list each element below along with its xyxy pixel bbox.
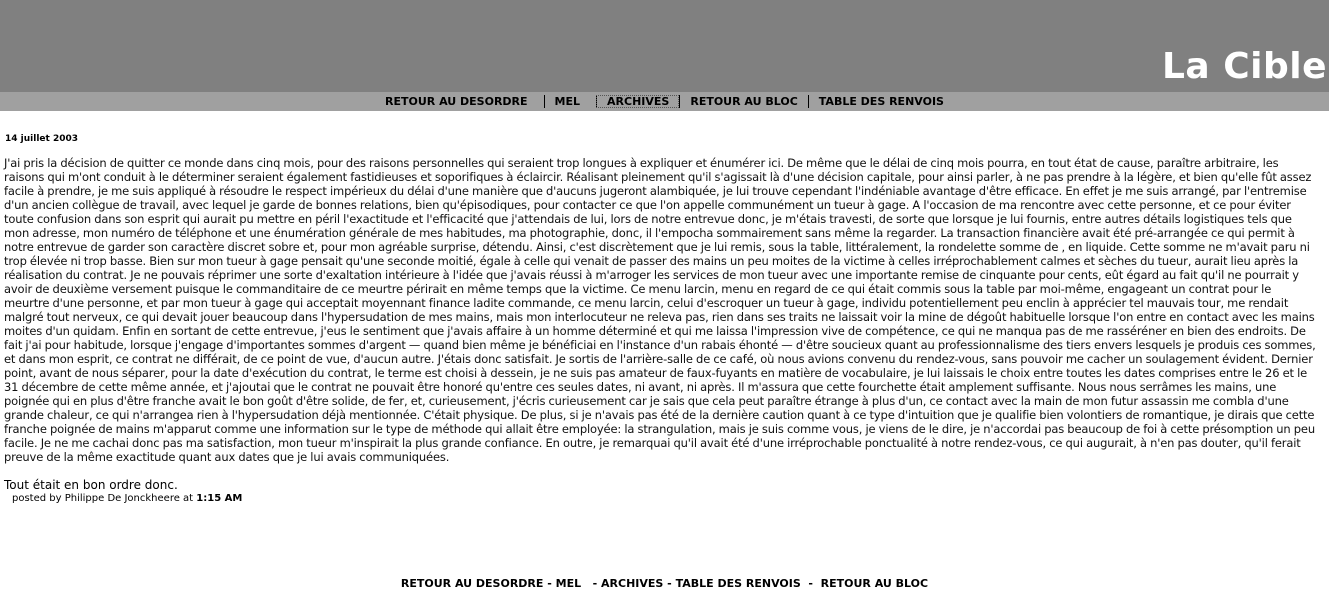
post-time[interactable]: 1:15 AM xyxy=(196,493,243,504)
footer-separator: - xyxy=(543,577,556,590)
post-body: J'ai pris la décision de quitter ce monde dans cinq mois, pour des raisons personnelles qui seraient trop longues à expliquer et énumérer ici. De même que le délai de cinq mois pourra, en tout état de cause, paraître arbitraire, les raisons qui m'ont conduit à le déterminer seraient également fastidieuses et soporifiques à éclaircir. Réalisant pleinement qu'il s'agissait là d'une décision capitale, pour ainsi parler, à ne pas prendre à la légère, et bien qu'elle fût assez facile à prendre, je me suis appliqué à résoudre le respect impérieux du délai d'une manière que d'aucuns jugeront alambiquée, je lui trouve cependant l'indéniable avantage d'être efficace. En effet je me suis arrangé, par l'entremise d'un ancien collègue de travail, avec lequel je garde de bonnes relations, bien qu'épisodiques, pour contacter ce que l'on appelle communément un tueur à gage. A l'occasion de ma rencontre avec cette personne, et ce pour éviter toute confusion dans son esprit qui aurait pu mettre en péril l'exactitude et l'efficacité que j'attendais de lui, lors de notre entrevue donc, je m'étais travesti, de sorte que lorsque je lui fournis, entre autres détails logistiques tels que mon adresse, mon numéro de téléphone et une énumération générale de mes habitudes, ma photographie, donc, il l'empocha sommairement sans même la regarder. La transaction financière avait été pré-arrangée ce qui permit à notre entrevue de garder son caractère discret sobre et, pour mon agréable surprise, détendu. Ainsi, c'est discrètement que je lui remis, sous la table, littéralement, la rondelette somme de , en liquide. Cette somme ne m'avait paru ni trop élevée ni trop basse. Bien sur mon tueur à gage pensait qu'une seconde moitié, égale à celle qui venait de passer des mains un peu moites de la victime à celles irréprochablement calmes et sèches du tueur, aurait lieu après la réalisation du contrat. Je ne pouvais réprimer une sorte d'exaltation intérieure à l'idée que j'avais réussi à m'arroger les services de mon tueur avec une importante remise de cinquante pour cents, eût égard au fait qu'il ne pourrait y avoir de deuxième versement puisque le commanditaire de ce meurtre périrait en même temps que la victime. Ce menu larcin, menu en regard de ce qui était commis sous la table par moi-même, engageant un contrat pour le meurtre d'une personne, et par mon tueur à gage qui acceptait moyennant finance ladite commande, ce menu larcin, celui d'escroquer un tueur à gage, individu potentiellement peu enclin à apprécier tel mauvais tour, me rendait malgré tout nerveux, ce qui devait jouer beaucoup dans l'hypersudation de mes mains, mais mon interlocuteur ne releva pas, rien dans ses traits ne laissait voir la mine de dégoût habituelle lorsque l'on entre en contact avec les mains moites d'un quidam. Enfin en sortant de cette entrevue, j'eus le sentiment que j'avais affaire à un homme déterminé et qui me laissa l'impression vive de compétence, ce qui ne manqua pas de me rasséréner en bien des endroits. De fait j'ai pour habitude, lorsque j'engage d'importantes sommes d'argent — quand bien même je bénéficiai en l'instance d'un rabais éhonté — d'être soucieux quant au professionnalisme des tiers envers lesquels je produis ces sommes, et dans mon esprit, ce contrat ne différait, de ce point de vue, d'aucun autre. J'étais donc satisfait. Je sortis de l'arrière-salle de ce café, où nous avions convenu du rendez-vous, sans pouvoir me cacher un soulagement évident. Dernier point, avant de nous séparer, pour la date d'exécution du contrat, le terme est choisi à dessein, je ne suis pas amateur de faux-fuyants en matière de vocabulaire, je lui laissais le choix entre toutes les dates comprises entre le 26 et le 31 décembre de cette même année, et j'ajoutai que le contrat ne pouvait être honoré qu'entre ces seules dates, ni avant, ni après. Il m'assura que cette fourchette était amplement suffisante. Nous nous serrâmes les mains, une poignée qui en plus d'être franche avait le bon goût d'être solide, de fer, et, curieusement, j'écris curieusement car je sais que cela peut paraître étrange à plus d'un, ce contact avec la main de mon futur assassin me combla d'une grande chaleur, ce qui n'arrangea rien à l'hypersudation déjà mentionnée. C'était physique. De plus, si je n'avais pas été de la dernière caution quant à ce type d'intuition que je qualifie bien volontiers de romantique, je dirais que cette franche poignée de mains m'apparut comme une information sur le type de méthode qui allait être employée: la strangulation, mais je suis comme vous, je viens de le dire, je n'accordai pas beaucoup de foi à cette présomption un peu facile. Je ne me cachai donc pas ma satisfaction, mon tueur m'inspirait la plus grande confiance. En outre, je remarquai qu'il avait été d'une irréprochable ponctualité à notre rendez-vous, ce qui augurait, à n'en pas douter, qu'il ferait preuve de la même exactitude quant aux dates que je lui avais communiquées. xyxy=(4,156,1316,464)
post-date: 14 juillet 2003 xyxy=(5,134,78,144)
post-byline xyxy=(12,493,1325,504)
footer-separator: - xyxy=(800,577,821,590)
footer-retour-au-desordre[interactable]: RETOUR AU DESORDRE xyxy=(400,577,544,590)
footer-separator: - xyxy=(581,577,602,590)
footer-archives[interactable]: ARCHIVES xyxy=(601,577,664,590)
nav-retour-au-bloc[interactable]: RETOUR AU BLOC xyxy=(679,95,807,108)
post xyxy=(0,134,1329,504)
footer-table-des-renvois[interactable]: TABLE DES RENVOIS xyxy=(675,577,801,590)
footer-retour-au-bloc[interactable]: RETOUR AU BLOC xyxy=(820,577,929,590)
nav-archives[interactable]: ARCHIVES xyxy=(596,95,679,108)
top-nav xyxy=(0,92,1329,111)
site-header xyxy=(0,0,1329,92)
byline-text: posted by Philippe De Jonckheere at xyxy=(12,493,197,504)
nav-retour-au-desordre[interactable]: RETOUR AU DESORDRE xyxy=(385,95,528,108)
nav-table-des-renvois[interactable]: TABLE DES RENVOIS xyxy=(808,95,954,108)
post-closing: Tout était en bon ordre donc. xyxy=(4,478,178,492)
footer-mel[interactable]: MEL xyxy=(555,577,582,590)
footer-nav xyxy=(0,577,1329,590)
footer-separator: - xyxy=(663,577,676,590)
nav-mel[interactable]: MEL xyxy=(544,95,590,108)
site-title: La Cible xyxy=(1161,46,1327,87)
